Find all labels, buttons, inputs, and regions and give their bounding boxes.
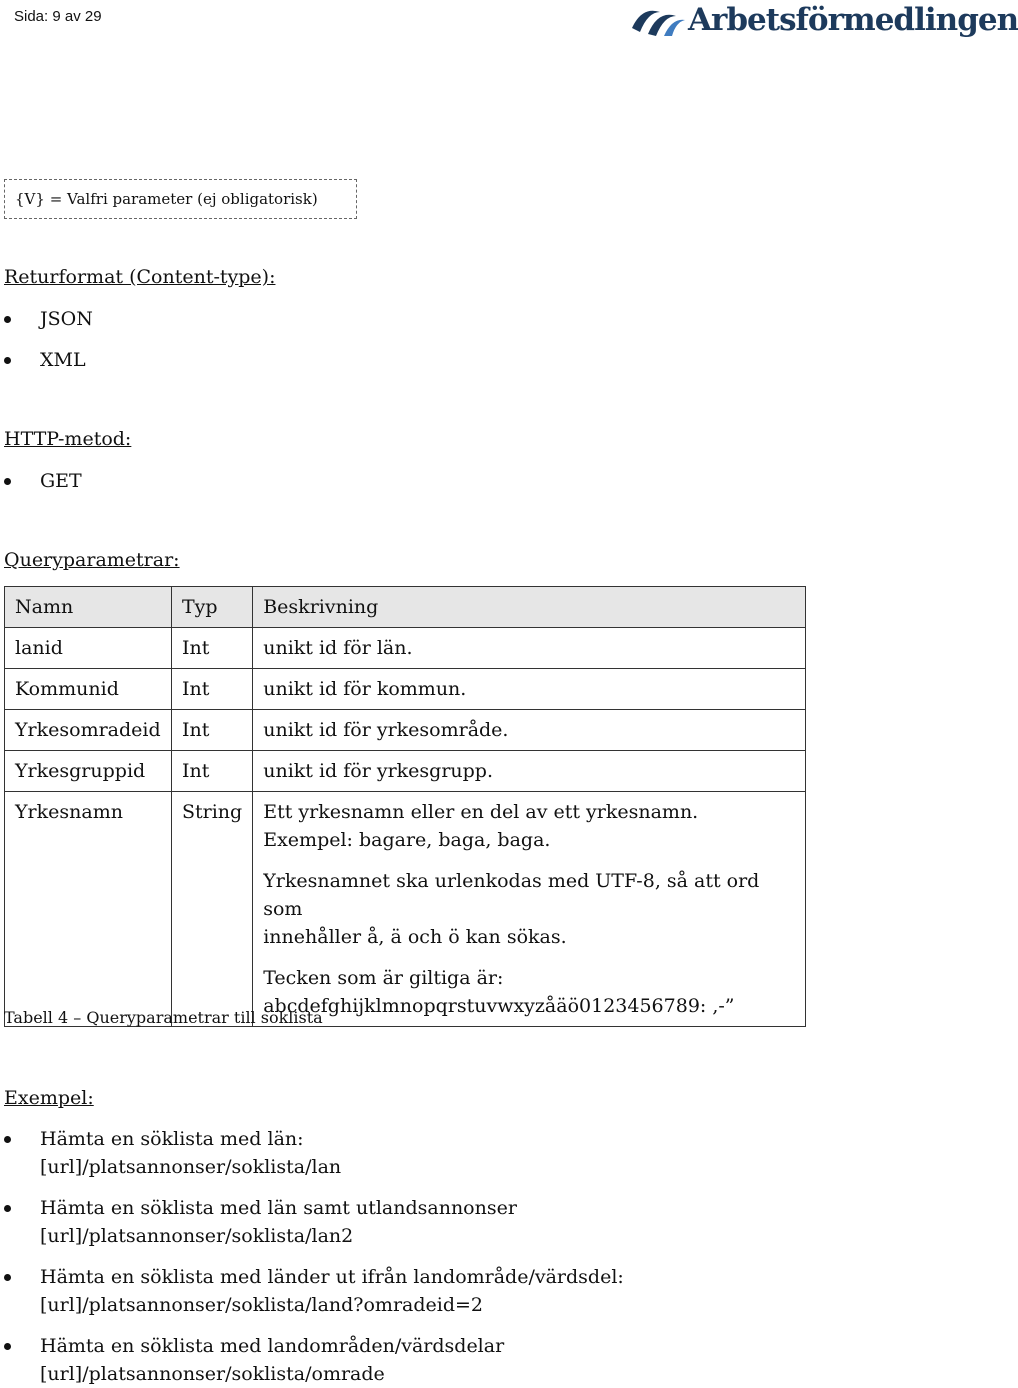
bullet-icon [4, 1343, 11, 1350]
query-params-heading: Queryparametrar: [4, 549, 180, 571]
table-row [5, 669, 806, 710]
param-type: String [172, 792, 253, 1027]
example-url: [url]/platsannonser/soklista/land?omradeid=2 [40, 1294, 484, 1316]
example-url: [url]/platsannonser/soklista/omrade [40, 1363, 385, 1385]
example-title: Hämta en söklista med länder ut ifrån landområde/värdsdel: [40, 1266, 624, 1288]
examples-heading: Exempel: [4, 1087, 94, 1109]
table-row [5, 628, 806, 669]
table-row [5, 710, 806, 751]
return-format-heading: Returformat (Content-type): [4, 266, 276, 288]
param-type: Int [172, 710, 253, 751]
param-type: Int [172, 751, 253, 792]
column-header-type: Typ [172, 587, 253, 628]
bullet-icon [4, 357, 11, 364]
param-type: Int [172, 628, 253, 669]
logo-mark-icon [630, 6, 686, 36]
param-description: unikt id för län. [253, 628, 806, 669]
logo-text: Arbetsförmedlingen [688, 2, 1018, 38]
description-line: Yrkesnamnet ska urlenkodas med UTF-8, så att ord som [263, 870, 760, 920]
description-line: abcdefghijklmnopqrstuvwxyzåäö0123456789: ,-” [263, 995, 735, 1017]
description-line: Tecken som är giltiga är: [263, 967, 504, 989]
query-params-table [4, 586, 806, 1027]
table-caption: Tabell 4 – Queryparametrar till soklista [4, 1008, 323, 1027]
page-number: Sida: 9 av 29 [14, 8, 102, 25]
table-row [5, 792, 806, 1027]
bullet-icon [4, 478, 11, 485]
logo [630, 2, 1018, 46]
param-name: Yrkesgruppid [5, 751, 172, 792]
column-header-name: Namn [5, 587, 172, 628]
description-line: Exempel: bagare, baga, baga. [263, 829, 551, 851]
param-description: unikt id för kommun. [253, 669, 806, 710]
table-header-row [5, 587, 806, 628]
description-line: Ett yrkesnamn eller en del av ett yrkesnamn. [263, 801, 699, 823]
table-row [5, 751, 806, 792]
param-description [253, 792, 806, 1027]
description-line: innehåller å, ä och ö kan sökas. [263, 926, 567, 948]
param-name: Kommunid [5, 669, 172, 710]
param-description: unikt id för yrkesgrupp. [253, 751, 806, 792]
optional-param-note: {V} = Valfri parameter (ej obligatorisk) [4, 179, 357, 219]
param-description: unikt id för yrkesområde. [253, 710, 806, 751]
column-header-description: Beskrivning [253, 587, 806, 628]
example-title: Hämta en söklista med landområden/värdsdelar [40, 1335, 505, 1357]
example-title: Hämta en söklista med län samt utlandsannonser [40, 1197, 517, 1219]
example-title: Hämta en söklista med län: [40, 1128, 304, 1150]
bullet-icon [4, 1274, 11, 1281]
example-url: [url]/platsannonser/soklista/lan2 [40, 1225, 354, 1247]
param-name: Yrkesomradeid [5, 710, 172, 751]
param-type: Int [172, 669, 253, 710]
bullet-icon [4, 1136, 11, 1143]
param-name: Yrkesnamn [5, 792, 172, 1027]
bullet-icon [4, 1205, 11, 1212]
param-name: lanid [5, 628, 172, 669]
example-url: [url]/platsannonser/soklista/lan [40, 1156, 342, 1178]
http-method-heading: HTTP-metod: [4, 428, 132, 450]
bullet-icon [4, 316, 11, 323]
